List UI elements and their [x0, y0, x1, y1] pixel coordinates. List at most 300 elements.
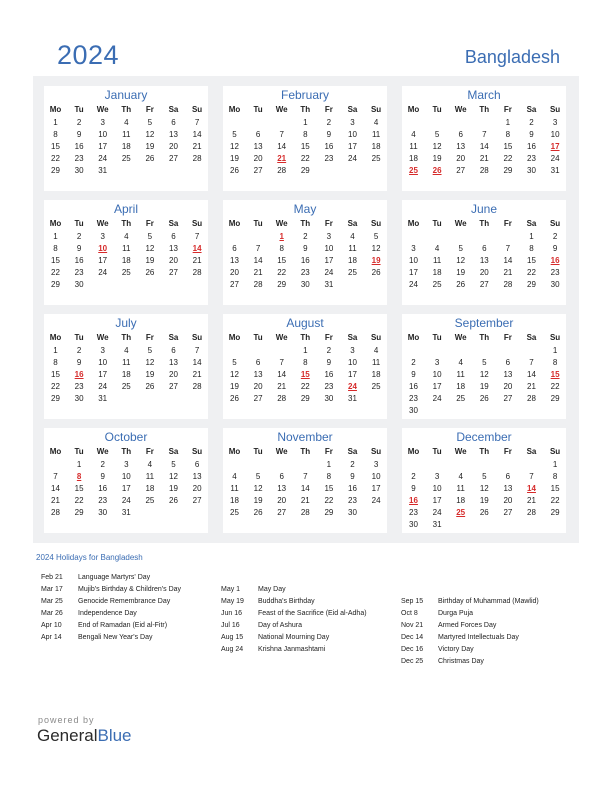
day-cell: 30	[74, 280, 84, 289]
weekday-label: Mo	[228, 105, 241, 114]
day-grid	[44, 459, 208, 531]
holiday-row	[401, 658, 576, 670]
weekday-label: Sa	[347, 219, 358, 228]
day-cell: 22	[324, 496, 334, 505]
day-cell: 20	[456, 154, 466, 163]
day-cell: 3	[326, 232, 332, 241]
holiday-date: Jul 16	[221, 622, 240, 629]
day-cell: 22	[74, 496, 84, 505]
holiday-name: Day of Ashura	[258, 622, 302, 629]
day-cell: 26	[230, 394, 239, 403]
weekday-label: Fr	[324, 333, 333, 342]
day-cell: 25	[121, 382, 131, 391]
holiday-date: Jun 16	[221, 610, 243, 617]
day-cell: 11	[348, 244, 357, 253]
holiday-row	[221, 646, 396, 658]
day-cell: 5	[482, 472, 487, 481]
weekday-label: Su	[549, 447, 561, 456]
holiday-date: Nov 21	[401, 622, 424, 629]
day-cell: 13	[169, 244, 178, 253]
weekday-header	[223, 447, 387, 459]
day-cell: 14	[192, 358, 202, 367]
weekday-label: Tu	[74, 333, 84, 342]
weekday-label: Fr	[145, 219, 154, 228]
holiday-name: Birthday of Muhammad (Mawlid)	[438, 598, 539, 605]
holiday-date: Feb 21	[41, 574, 63, 581]
day-cell: 17	[348, 142, 357, 151]
day-cell: 20	[277, 496, 287, 505]
day-cell: 23	[409, 394, 418, 403]
day-cell: 18	[230, 496, 239, 505]
weekday-header	[402, 447, 566, 459]
day-cell: 9	[76, 130, 82, 139]
day-grid	[402, 117, 566, 189]
weekday-header	[223, 105, 387, 117]
day-cell: 6	[279, 472, 284, 481]
month-2	[402, 86, 566, 191]
day-cell: 8	[505, 130, 511, 139]
day-cell: 8	[552, 358, 558, 367]
holiday-name: Independence Day	[78, 610, 137, 617]
day-cell: 14	[527, 370, 536, 379]
day-cell: 29	[550, 508, 560, 517]
holiday-day-cell: 14	[527, 484, 536, 493]
weekday-label: Mo	[228, 447, 241, 456]
day-grid	[223, 117, 387, 189]
day-cell: 14	[300, 484, 310, 493]
day-cell: 9	[326, 130, 332, 139]
day-cell: 25	[456, 394, 466, 403]
day-cell: 3	[373, 460, 379, 469]
day-cell: 18	[432, 268, 442, 277]
weekday-label: We	[454, 447, 467, 456]
day-cell: 11	[230, 484, 239, 493]
day-cell: 2	[350, 460, 355, 469]
day-cell: 10	[98, 358, 108, 367]
weekday-label: We	[96, 219, 109, 228]
day-cell: 30	[348, 508, 357, 517]
day-grid	[223, 231, 387, 303]
day-cell: 24	[409, 280, 418, 289]
weekday-label: Tu	[253, 105, 263, 114]
day-cell: 17	[98, 256, 108, 265]
day-cell: 28	[192, 154, 202, 163]
day-cell: 11	[122, 130, 131, 139]
day-cell: 2	[76, 346, 82, 355]
month-name: February	[280, 88, 330, 102]
holiday-name: End of Ramadan (Eid al-Fitr)	[78, 622, 168, 629]
holiday-date: Aug 24	[221, 646, 244, 653]
weekday-label: Th	[300, 447, 311, 456]
day-cell: 30	[409, 406, 418, 415]
day-cell: 20	[253, 154, 263, 163]
day-cell: 7	[279, 358, 284, 367]
day-cell: 11	[122, 358, 131, 367]
day-cell: 10	[348, 130, 357, 139]
day-cell: 24	[550, 154, 560, 163]
month-name: March	[467, 88, 501, 102]
day-cell: 15	[300, 142, 310, 151]
day-cell: 27	[253, 166, 263, 175]
weekday-label: Sa	[168, 105, 179, 114]
day-cell: 22	[527, 268, 536, 277]
day-cell: 16	[74, 256, 84, 265]
day-cell: 11	[371, 130, 381, 139]
day-cell: 1	[53, 232, 58, 241]
weekday-label: Mo	[49, 333, 62, 342]
day-cell: 30	[527, 166, 536, 175]
day-cell: 16	[348, 484, 357, 493]
weekday-label: We	[275, 333, 288, 342]
day-cell: 20	[169, 142, 178, 151]
day-cell: 21	[527, 496, 536, 505]
day-cell: 6	[458, 130, 463, 139]
holiday-row	[41, 622, 216, 634]
day-cell: 9	[76, 358, 82, 367]
day-cell: 23	[74, 154, 84, 163]
day-cell: 1	[552, 346, 558, 355]
day-cell: 29	[324, 508, 334, 517]
day-cell: 13	[503, 484, 513, 493]
month-3	[44, 200, 208, 305]
day-cell: 25	[348, 268, 357, 277]
weekday-label: Sa	[526, 105, 537, 114]
holiday-name: May Day	[258, 586, 286, 593]
day-cell: 29	[51, 394, 60, 403]
month-name: January	[104, 88, 148, 102]
weekday-label: Fr	[145, 447, 154, 456]
day-cell: 30	[550, 280, 560, 289]
day-cell: 27	[253, 394, 263, 403]
day-cell: 12	[230, 370, 239, 379]
weekday-label: Fr	[503, 447, 512, 456]
weekday-label: Tu	[253, 333, 263, 342]
day-cell: 29	[277, 280, 287, 289]
day-cell: 19	[145, 142, 155, 151]
weekday-label: Mo	[407, 105, 420, 114]
holiday-name: Buddha's Birthday	[258, 598, 315, 605]
day-cell: 1	[76, 460, 82, 469]
month-9	[44, 428, 208, 533]
weekday-label: We	[275, 105, 288, 114]
day-cell: 10	[121, 472, 131, 481]
weekday-label: Su	[549, 333, 561, 342]
holiday-name: Krishna Janmashtami	[258, 646, 326, 653]
day-cell: 24	[324, 268, 334, 277]
day-cell: 9	[76, 244, 82, 253]
day-cell: 29	[527, 280, 536, 289]
month-name: May	[293, 202, 317, 216]
day-cell: 3	[434, 472, 440, 481]
weekday-label: Fr	[503, 105, 512, 114]
day-cell: 15	[51, 256, 60, 265]
day-cell: 1	[303, 346, 308, 355]
day-cell: 4	[458, 358, 463, 367]
day-cell: 23	[74, 382, 84, 391]
day-cell: 21	[192, 142, 202, 151]
weekday-label: Mo	[49, 105, 62, 114]
day-cell: 9	[552, 244, 558, 253]
holiday-name: Language Martyrs' Day	[78, 574, 151, 581]
day-cell: 26	[230, 166, 239, 175]
day-cell: 29	[300, 394, 310, 403]
weekday-label: Su	[191, 105, 203, 114]
day-cell: 1	[303, 118, 308, 127]
holiday-row	[401, 622, 576, 634]
weekday-label: Su	[549, 219, 561, 228]
day-cell: 31	[324, 280, 334, 289]
day-cell: 4	[124, 346, 129, 355]
month-name: August	[286, 316, 324, 330]
day-cell: 1	[53, 118, 58, 127]
holiday-day-cell: 26	[432, 166, 442, 175]
day-cell: 31	[121, 508, 131, 517]
day-cell: 15	[503, 142, 513, 151]
day-cell: 7	[279, 130, 284, 139]
day-cell: 3	[100, 232, 105, 241]
day-cell: 17	[98, 370, 108, 379]
day-cell: 21	[51, 496, 60, 505]
weekday-label: Th	[479, 447, 490, 456]
day-cell: 5	[373, 232, 379, 241]
day-cell: 11	[371, 358, 381, 367]
day-cell: 4	[434, 244, 440, 253]
weekday-label: Tu	[432, 105, 442, 114]
day-cell: 7	[194, 232, 200, 241]
holiday-name: Armed Forces Day	[438, 622, 497, 629]
weekday-label: Sa	[168, 333, 179, 342]
day-cell: 30	[300, 280, 310, 289]
day-cell: 14	[277, 142, 287, 151]
day-cell: 25	[371, 382, 381, 391]
day-cell: 14	[479, 142, 489, 151]
day-cell: 25	[121, 268, 131, 277]
weekday-label: Mo	[407, 219, 420, 228]
day-cell: 1	[505, 118, 511, 127]
holiday-date: Aug 15	[221, 634, 244, 641]
holiday-name: Durga Puja	[438, 610, 474, 617]
holiday-row	[401, 598, 576, 610]
day-cell: 15	[51, 370, 60, 379]
day-cell: 19	[145, 370, 155, 379]
day-cell: 20	[479, 268, 489, 277]
day-cell: 22	[300, 154, 310, 163]
day-cell: 6	[505, 358, 511, 367]
day-cell: 17	[348, 370, 357, 379]
weekday-label: Sa	[347, 333, 358, 342]
month-7	[223, 314, 387, 419]
day-cell: 25	[230, 508, 239, 517]
day-cell: 14	[192, 130, 202, 139]
day-cell: 18	[371, 370, 381, 379]
day-cell: 5	[255, 472, 261, 481]
weekday-label: Th	[121, 333, 132, 342]
day-cell: 30	[74, 394, 84, 403]
day-cell: 7	[194, 118, 200, 127]
weekday-label: Th	[300, 333, 311, 342]
weekday-label: Fr	[145, 105, 154, 114]
day-cell: 19	[253, 496, 263, 505]
day-cell: 11	[456, 370, 465, 379]
day-cell: 22	[51, 268, 60, 277]
day-cell: 15	[277, 256, 287, 265]
day-cell: 26	[479, 394, 489, 403]
day-cell: 26	[145, 268, 155, 277]
day-cell: 18	[121, 370, 131, 379]
day-cell: 28	[479, 166, 489, 175]
holiday-day-cell: 16	[409, 496, 418, 505]
weekday-label: We	[454, 105, 467, 114]
weekday-label: Th	[121, 219, 132, 228]
day-cell: 22	[300, 382, 310, 391]
day-cell: 26	[479, 508, 489, 517]
day-cell: 11	[409, 142, 418, 151]
holiday-date: Apr 10	[41, 622, 62, 629]
day-cell: 3	[124, 460, 129, 469]
day-cell: 24	[371, 496, 381, 505]
day-cell: 12	[432, 142, 442, 151]
weekday-label: Sa	[526, 447, 537, 456]
day-cell: 14	[503, 256, 513, 265]
day-cell: 7	[53, 472, 58, 481]
weekday-header	[44, 447, 208, 459]
day-cell: 22	[51, 154, 60, 163]
weekday-label: Fr	[324, 105, 333, 114]
day-cell: 27	[456, 166, 466, 175]
day-cell: 7	[482, 130, 487, 139]
day-cell: 7	[529, 472, 534, 481]
weekday-label: We	[96, 105, 109, 114]
weekday-label: Mo	[407, 447, 420, 456]
day-cell: 23	[74, 268, 84, 277]
day-cell: 2	[303, 232, 308, 241]
day-cell: 16	[409, 382, 418, 391]
day-cell: 15	[527, 256, 536, 265]
day-cell: 12	[145, 358, 155, 367]
day-cell: 4	[232, 472, 237, 481]
day-cell: 26	[169, 496, 178, 505]
day-cell: 21	[300, 496, 310, 505]
month-name: July	[115, 316, 137, 330]
day-cell: 28	[253, 280, 263, 289]
holiday-day-cell: 25	[456, 508, 466, 517]
day-cell: 10	[348, 358, 357, 367]
holiday-date: Dec 25	[401, 658, 424, 665]
holiday-name: National Mourning Day	[258, 634, 330, 641]
day-cell: 2	[552, 232, 558, 241]
day-cell: 12	[371, 244, 381, 253]
day-cell: 27	[230, 280, 239, 289]
day-cell: 13	[479, 256, 489, 265]
holiday-day-cell: 19	[371, 256, 381, 265]
weekday-label: Su	[370, 105, 382, 114]
weekday-label: Sa	[526, 333, 537, 342]
day-cell: 5	[147, 118, 153, 127]
day-cell: 14	[277, 370, 287, 379]
day-cell: 24	[98, 382, 108, 391]
day-cell: 15	[74, 484, 84, 493]
holiday-day-cell: 17	[550, 142, 560, 151]
day-cell: 17	[432, 382, 442, 391]
month-name: June	[470, 202, 498, 216]
day-cell: 8	[552, 472, 558, 481]
month-name: September	[454, 316, 514, 330]
day-cell: 13	[253, 142, 263, 151]
day-cell: 26	[145, 382, 155, 391]
day-cell: 5	[147, 232, 153, 241]
weekday-label: Mo	[407, 333, 420, 342]
holiday-day-cell: 16	[74, 370, 84, 379]
day-cell: 23	[300, 268, 310, 277]
month-4	[223, 200, 387, 305]
day-cell: 12	[253, 484, 263, 493]
day-cell: 19	[479, 496, 489, 505]
day-cell: 28	[300, 508, 310, 517]
day-cell: 8	[326, 472, 332, 481]
day-cell: 20	[192, 484, 202, 493]
weekday-label: Th	[479, 333, 490, 342]
weekday-header	[44, 105, 208, 117]
weekday-label: Th	[121, 105, 132, 114]
holiday-day-cell: 24	[348, 382, 357, 391]
day-cell: 15	[324, 484, 334, 493]
day-cell: 12	[169, 472, 178, 481]
day-cell: 11	[456, 484, 465, 493]
weekday-label: We	[96, 333, 109, 342]
day-cell: 3	[100, 118, 105, 127]
weekday-label: Tu	[74, 447, 84, 456]
month-name: April	[113, 202, 138, 216]
day-cell: 13	[253, 370, 263, 379]
day-cell: 24	[98, 268, 108, 277]
day-cell: 19	[169, 484, 178, 493]
weekday-label: Su	[549, 105, 561, 114]
holiday-name: Genocide Remembrance Day	[78, 598, 171, 605]
weekday-label: Th	[300, 219, 311, 228]
day-cell: 3	[350, 118, 355, 127]
holiday-date: Dec 14	[401, 634, 424, 641]
generalblue-logo[interactable]	[37, 726, 132, 746]
day-cell: 27	[277, 508, 287, 517]
day-cell: 19	[456, 268, 466, 277]
day-cell: 16	[300, 256, 310, 265]
day-grid	[44, 117, 208, 189]
day-cell: 4	[124, 118, 129, 127]
day-cell: 20	[169, 256, 178, 265]
weekday-label: Sa	[168, 447, 179, 456]
day-cell: 24	[121, 496, 131, 505]
day-cell: 18	[456, 382, 466, 391]
day-cell: 12	[145, 244, 155, 253]
day-cell: 10	[324, 244, 334, 253]
weekday-label: Tu	[432, 219, 442, 228]
weekday-label: Th	[479, 219, 490, 228]
day-cell: 19	[230, 154, 239, 163]
day-cell: 5	[434, 130, 440, 139]
weekday-label: Tu	[253, 447, 263, 456]
day-cell: 29	[550, 394, 560, 403]
holiday-date: Oct 8	[401, 610, 418, 617]
holiday-row	[401, 634, 576, 646]
day-cell: 26	[145, 154, 155, 163]
day-cell: 2	[411, 358, 416, 367]
holiday-date: Dec 16	[401, 646, 424, 653]
day-cell: 31	[550, 166, 560, 175]
day-cell: 20	[503, 382, 513, 391]
day-cell: 27	[503, 508, 513, 517]
day-cell: 27	[503, 394, 513, 403]
day-cell: 10	[98, 130, 108, 139]
